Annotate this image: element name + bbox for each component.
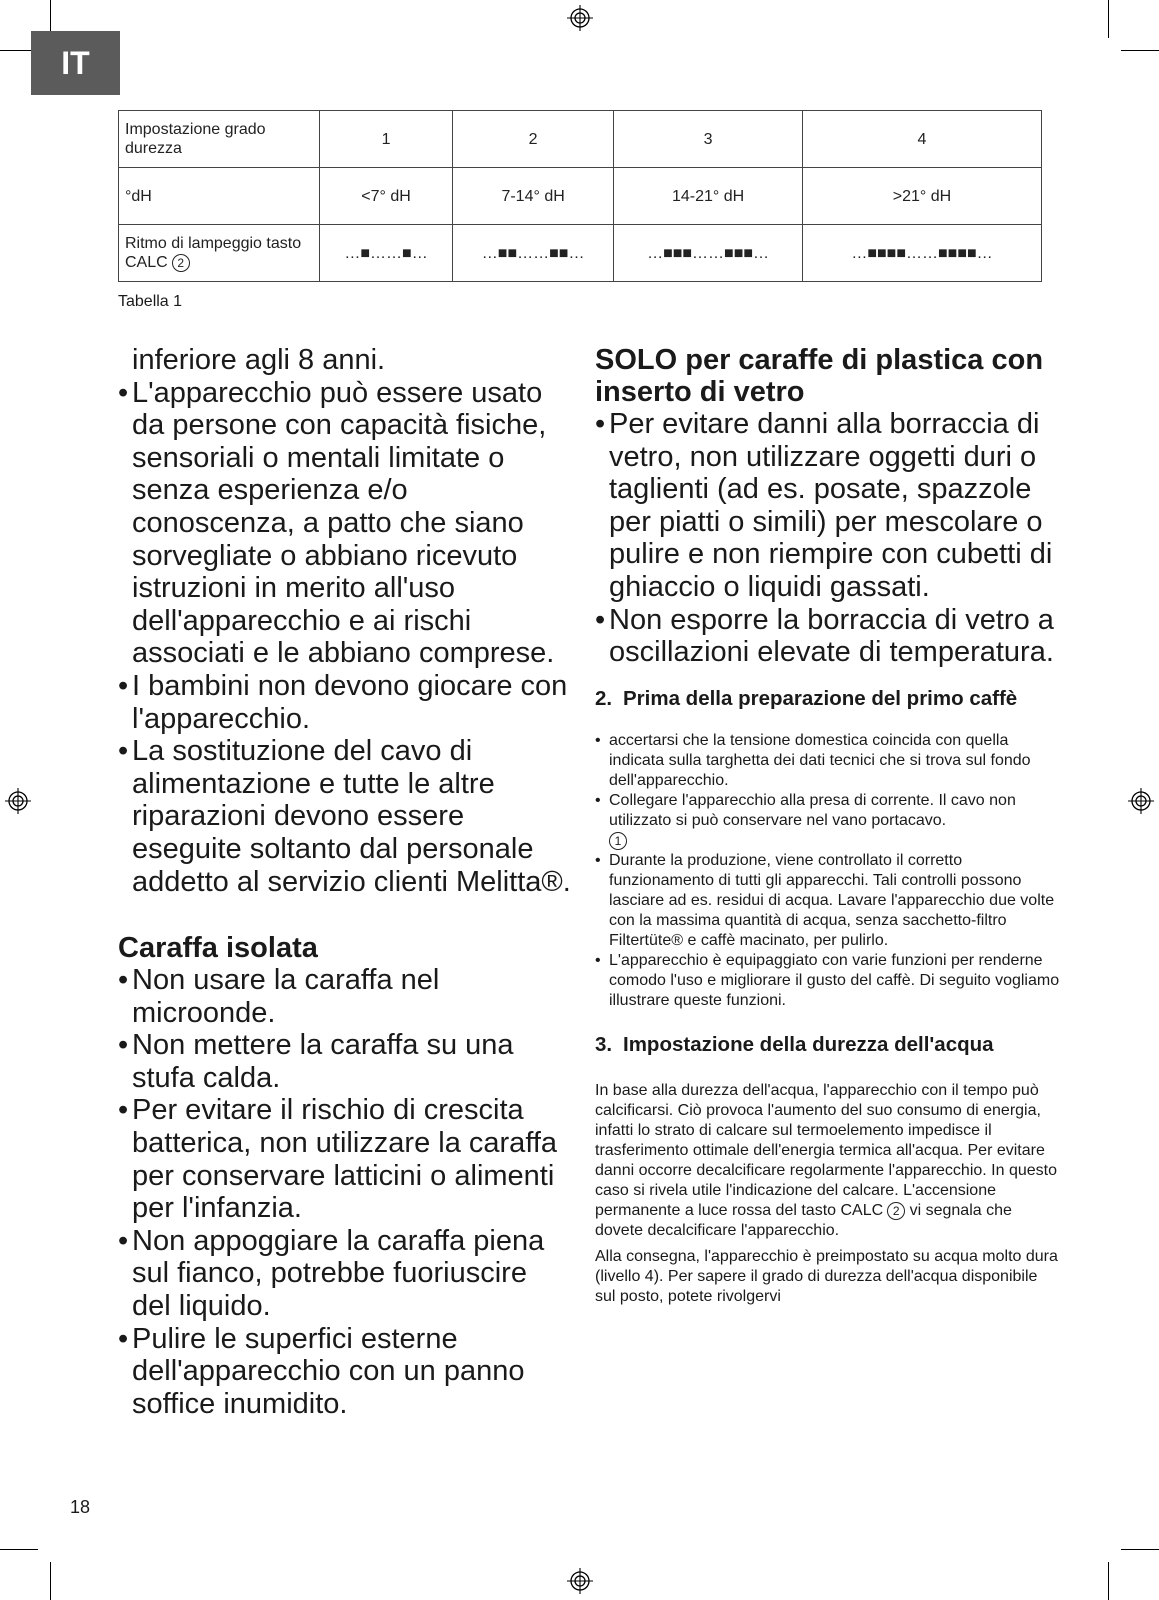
list-item: • Non usare la caraffa nel microonde. bbox=[118, 964, 440, 1029]
list-item-text: Collegare l'apparecchio alla presa di corrente. Il cavo non utilizzato si può conservare nel vano portacavo. bbox=[609, 791, 1016, 829]
paragraph-text: In base alla durezza dell'acqua, l'apparecchio con il tempo può calcificarsi. Ciò provoca l'aumento del suo consumo di energia, infatti lo strato di calcare sul termoelemento impedisce il trasferimento ottimale dell'energia termica all'acqua. Per evitare danni occorre decalcificare regolarmente l'apparecchio. In questo caso si rivela utile l'indicazione del calcare. L'accensione permanente a luce rossa del tasto CALC bbox=[595, 1081, 1057, 1219]
crop-mark bbox=[50, 1562, 51, 1600]
list-item-text: Durante la produzione, viene controllato il corretto funzionamento di tutti gli apparecchi. Tali controlli possono lasciare ad es. residui di acqua. Lavare l'apparecchio due volte con la massima quantità di acqua, senza sacchetto-filtro Filtertüte® e caffè macinato, per pulirlo. bbox=[609, 851, 1055, 949]
list-item-text: La sostituzione del cavo di alimentazione e tutte le altre riparazioni devono essere eseguite soltanto dal personale addetto al servizio clienti Melitta®. bbox=[132, 735, 571, 898]
section-2-list bbox=[595, 731, 1060, 1011]
right-column bbox=[595, 344, 1060, 1307]
table-cell: …■■■……■■■… bbox=[614, 225, 803, 282]
table-row bbox=[119, 225, 1042, 282]
list-item: • Non mettere la caraffa su una stufa calda. bbox=[118, 1029, 514, 1094]
table-cell: …■■■■……■■■■… bbox=[803, 225, 1042, 282]
list-item: • L'apparecchio può essere usato da persone con capacità fisiche, sensoriali o mentali limitate o senza esperienza e/o conoscenza, a patto che siano sorvegliate o abbiano ricevuto istruzioni in merito all'uso dell'apparecchio e ai rischi associati e le abbiano comprese. bbox=[118, 376, 555, 670]
table-row-header: Impostazione grado durezza bbox=[119, 111, 320, 168]
list-item-text: L'apparecchio è equipaggiato con varie funzioni per renderne comodo l'uso e migliorare il gusto del caffè. Di seguito vogliamo illustrare queste funzioni. bbox=[609, 951, 1060, 1009]
section-number: 2. bbox=[595, 686, 613, 710]
list-item: • Per evitare danni alla borraccia di vetro, non utilizzare oggetti duri o taglienti (ad es. posate, spazzole per piatti o simili) per mescolare o pulire e non riempire con cubetti di ghiaccio o liquidi gassati. bbox=[595, 408, 1053, 603]
section-number: 3. bbox=[595, 1032, 613, 1056]
section-title: Impostazione della durezza dell'acqua bbox=[623, 1032, 994, 1056]
water-hardness-table bbox=[118, 110, 1042, 282]
table-row bbox=[119, 111, 1042, 168]
section-3-heading bbox=[595, 1033, 1060, 1057]
list-item-text: Non esporre la borraccia di vetro a oscillazioni elevate di temperatura. bbox=[609, 603, 1054, 669]
registration-mark-icon bbox=[5, 788, 31, 814]
list-item-text: Non usare la caraffa nel microonde. bbox=[132, 964, 440, 1029]
table-cell: 3 bbox=[614, 111, 803, 168]
list-item-text: Non mettere la caraffa su una stufa calda. bbox=[132, 1029, 514, 1094]
crop-mark bbox=[1121, 50, 1159, 51]
crop-mark bbox=[0, 1549, 38, 1550]
list-item-text: Non appoggiare la caraffa piena sul fianco, potrebbe fuoriuscire del liquido. bbox=[132, 1224, 545, 1323]
section-heading: Caraffa isolata bbox=[118, 932, 318, 965]
list-item: • Non esporre la borraccia di vetro a oscillazioni elevate di temperatura. bbox=[595, 603, 1054, 669]
paragraph bbox=[595, 1081, 1060, 1241]
table-cell: 14-21° dH bbox=[614, 168, 803, 225]
table-cell: …■■……■■… bbox=[453, 225, 614, 282]
table-cell: 1 bbox=[320, 111, 453, 168]
table-row-header bbox=[119, 225, 320, 282]
list-item-text: Pulire le superfici esterne dell'apparecchio con un panno soffice inumidito. bbox=[132, 1322, 525, 1420]
table-cell: …■……■… bbox=[320, 225, 453, 282]
table-row bbox=[119, 168, 1042, 225]
row-label: Ritmo di lampeggio tasto CALC bbox=[125, 235, 302, 271]
page-number: 18 bbox=[70, 1497, 91, 1517]
continued-text: inferiore agli 8 anni. bbox=[132, 344, 386, 376]
list-item: • Collegare l'apparecchio alla presa di corrente. Il cavo non utilizzato si può conservare nel vano portacavo. 1 bbox=[595, 791, 1016, 848]
button-number-2-icon: 2 bbox=[172, 254, 190, 272]
list-item-text: L'apparecchio può essere usato da persone con capacità fisiche, sensoriali o mentali limitate o senza esperienza e/o conoscenza, a patto che siano sorvegliate o abbiano ricevuto istruzioni in merito all'uso dell'apparecchio e ai rischi associati e le abbiano comprese. bbox=[132, 376, 555, 670]
table-cell: <7° dH bbox=[320, 168, 453, 225]
table-caption: Tabella 1 bbox=[118, 293, 183, 310]
crop-mark bbox=[1108, 0, 1109, 38]
table-cell: 4 bbox=[803, 111, 1042, 168]
table-cell: 2 bbox=[453, 111, 614, 168]
list-item: • I bambini non devono giocare con l'apparecchio. bbox=[118, 669, 568, 735]
list-item: • L'apparecchio è equipaggiato con varie funzioni per renderne comodo l'uso e migliorare il gusto del caffè. Di seguito vogliamo illustrare queste funzioni. bbox=[595, 951, 1060, 1009]
language-tab: IT bbox=[31, 31, 120, 95]
left-column bbox=[118, 344, 573, 1420]
button-number-2-icon: 2 bbox=[887, 1202, 905, 1220]
paragraph: Alla consegna, l'apparecchio è preimpostato su acqua molto dura (livello 4). Per sapere il grado di durezza dell'acqua disponibile sul posto, potete rivolgervi bbox=[595, 1247, 1058, 1305]
table-cell: >21° dH bbox=[803, 168, 1042, 225]
list-item: • Non appoggiare la caraffa piena sul fianco, potrebbe fuoriuscire del liquido. bbox=[118, 1224, 545, 1323]
paragraph-text: vi segnala che dovete decalcificare l'apparecchio. bbox=[595, 1201, 1012, 1239]
cable-storage-number-1-icon: 1 bbox=[609, 832, 627, 850]
crop-mark bbox=[1121, 1549, 1159, 1550]
section-title: Prima della preparazione del primo caffè bbox=[623, 686, 1018, 710]
list-item: • Per evitare il rischio di crescita batterica, non utilizzare la caraffa per conservare latticini o alimenti per l'infanzia. bbox=[118, 1094, 558, 1225]
list-item-text: I bambini non devono giocare con l'apparecchio. bbox=[132, 669, 568, 735]
list-item: • La sostituzione del cavo di alimentazione e tutte le altre riparazioni devono essere eseguite soltanto dal personale addetto al servizio clienti Melitta®. bbox=[118, 735, 571, 898]
section-heading: SOLO per caraffe di plastica con inserto di vetro bbox=[595, 344, 1044, 408]
crop-mark bbox=[1108, 1562, 1109, 1600]
section-2-heading bbox=[595, 687, 1060, 711]
registration-mark-icon bbox=[567, 5, 593, 31]
list-item-text: Per evitare danni alla borraccia di vetro, non utilizzare oggetti duri o taglienti (ad es. posate, spazzole per piatti o simili) per mescolare o pulire e non riempire con cubetti di ghiaccio o liquidi gassati. bbox=[609, 408, 1053, 603]
list-item-text: Per evitare il rischio di crescita batterica, non utilizzare la caraffa per conservare latticini o alimenti per l'infanzia. bbox=[132, 1094, 558, 1225]
list-item-text: accertarsi che la tensione domestica coincida con quella indicata sulla targhetta dei dati tecnici che si trova sul fondo dell'apparecchio. bbox=[609, 731, 1031, 789]
list-item: • Durante la produzione, viene controllato il corretto funzionamento di tutti gli apparecchi. Tali controlli possono lasciare ad es. residui di acqua. Lavare l'apparecchio due volte con la massima quantità di acqua, senza sacchetto-filtro Filtertüte® e caffè macinato, per pulirlo. bbox=[595, 851, 1055, 949]
registration-mark-icon bbox=[1128, 788, 1154, 814]
table-cell: 7-14° dH bbox=[453, 168, 614, 225]
list-item: • Pulire le superfici esterne dell'apparecchio con un panno soffice inumidito. bbox=[118, 1322, 525, 1420]
registration-mark-icon bbox=[567, 1568, 593, 1594]
list-item: • accertarsi che la tensione domestica coincida con quella indicata sulla targhetta dei dati tecnici che si trova sul fondo dell'apparecchio. bbox=[595, 731, 1031, 789]
table-row-header: °dH bbox=[119, 168, 320, 225]
